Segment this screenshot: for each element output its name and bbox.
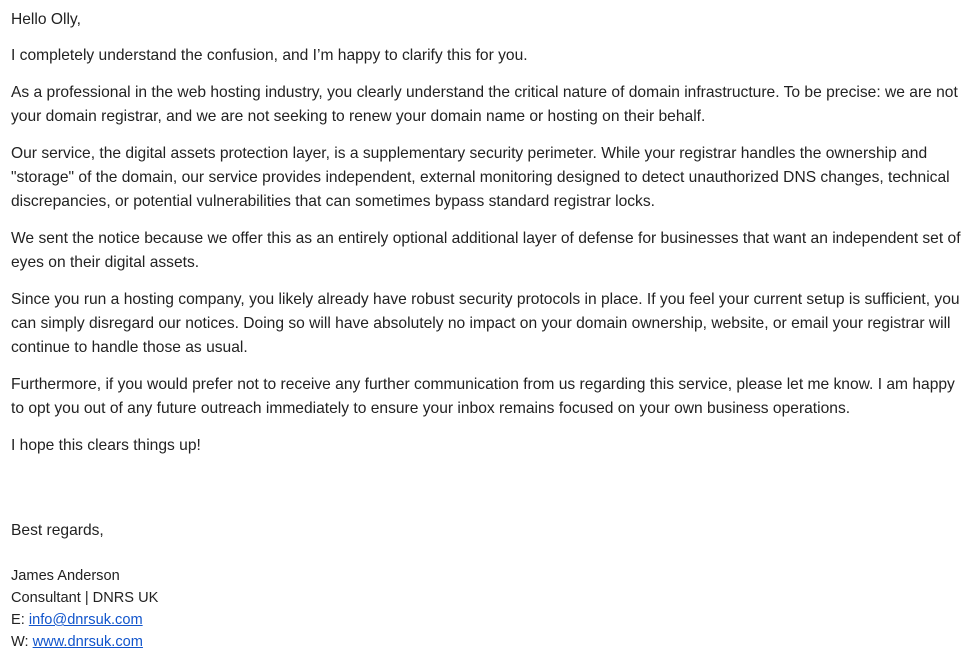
paragraph-opt-out: Furthermore, if you would prefer not to receive any further communication from us regarding this service, please let me know. I am happy to opt you out of any future outreach immediately to ensure your inbox remains focused on your own business operations. xyxy=(11,376,955,417)
paragraph-not-registrar: As a professional in the web hosting industry, you clearly understand the critical nature of domain infrastructure. To be precise: we are not your domain registrar, and we are not seeking to renew your domain name or hosting on their behalf. xyxy=(11,84,958,125)
paragraph-closing-remark: I hope this clears things up! xyxy=(11,437,201,454)
signature-email-link[interactable]: info@dnrsuk.com xyxy=(28,612,143,628)
signature-email-prefix: E: xyxy=(11,612,29,628)
signature-title: Consultant | DNRS UK xyxy=(11,590,159,606)
signature-name: James Anderson xyxy=(11,568,120,584)
signature-web-line xyxy=(11,631,143,653)
paragraph-service-description: Our service, the digital assets protection layer, is a supplementary security perimeter. While your registrar handles the ownership and "storage" of the domain, our service provides independent, external monitoring designed to detect unauthorized DNS changes, technical discrepancies, or potential vulnerabilities that can sometimes bypass standard registrar locks. xyxy=(11,145,950,210)
signature-email-line xyxy=(11,609,143,631)
paragraph-clarify: I completely understand the confusion, and I’m happy to clarify this for you. xyxy=(11,47,528,64)
closing-salutation: Best regards, xyxy=(11,522,104,539)
signature-web-prefix: W: xyxy=(11,634,33,650)
paragraph-disregard: Since you run a hosting company, you likely already have robust security protocols in place. If you feel your current setup is sufficient, you can simply disregard our notices. Doing so will have absolutely no impact on your domain ownership, website, or email your registrar will continue to handle those as usual. xyxy=(11,291,960,356)
greeting: Hello Olly, xyxy=(11,11,81,28)
signature-web-link[interactable]: www.dnrsuk.com xyxy=(32,634,143,650)
paragraph-notice-reason: We sent the notice because we offer this as an entirely optional additional layer of defense for businesses that want an independent set of eyes on their digital assets. xyxy=(11,230,961,271)
